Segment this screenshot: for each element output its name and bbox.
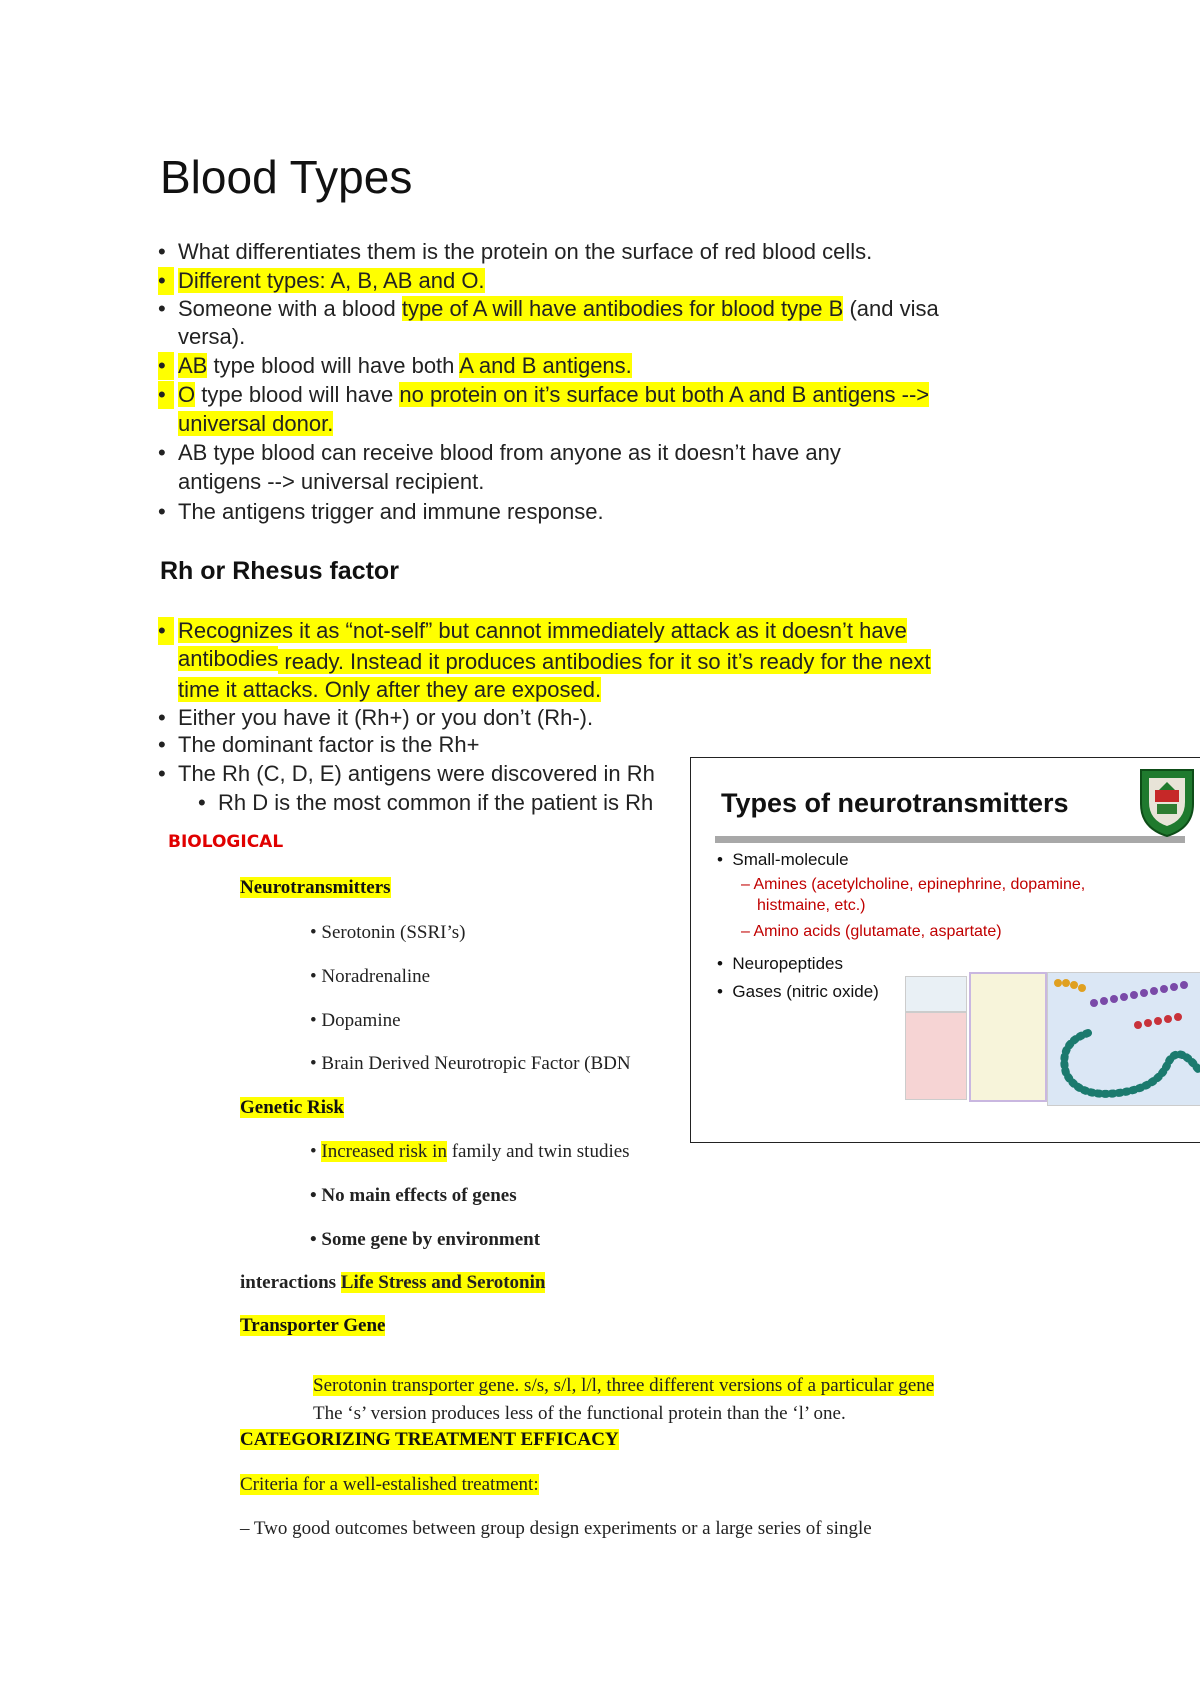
slide-title: Types of neurotransmitters: [721, 788, 1069, 818]
diagram-panel: [905, 1012, 967, 1100]
divider: [715, 836, 1185, 843]
page-title: Blood Types: [160, 151, 413, 203]
neurotransmitters-slide-image: [690, 757, 1200, 1143]
paragraph: Serotonin transporter gene. s/s, s/l, l/l, three different versions of a particular gene: [313, 1375, 935, 1396]
list-item: – Amines (acetylcholine, epinephrine, dopamine,: [741, 876, 1086, 893]
list-item: • Serotonin (SSRI’s): [310, 922, 466, 943]
list-item: – Amino acids (glutamate, aspartate): [741, 923, 1002, 940]
university-crest-icon: [1137, 764, 1197, 838]
diagram-panel: [905, 976, 967, 1012]
molecule-chain-illustration: [1048, 973, 1200, 1105]
genetic-risk-heading: Genetic Risk: [240, 1097, 344, 1118]
paragraph: – Two good outcomes between group design experiments or a large series of single: [240, 1518, 872, 1539]
biological-label: BIOLOGICAL: [168, 832, 284, 852]
list-item: • Neuropeptides: [717, 954, 843, 973]
list-item: • Small-molecule: [717, 850, 849, 869]
list-item: • Noradrenaline: [310, 966, 431, 987]
list-item: • No main effects of genes: [310, 1185, 517, 1206]
section-heading: Rh or Rhesus factor: [160, 557, 399, 585]
list-item: • Gases (nitric oxide): [717, 982, 879, 1001]
diagram-panel: [1047, 972, 1200, 1106]
list-item: • Dopamine: [310, 1010, 401, 1031]
neurotransmitters-heading: Neurotransmitters: [240, 877, 391, 898]
paragraph: The ‘s’ version produces less of the functional protein than the ‘l’ one.: [313, 1403, 846, 1424]
paragraph: Criteria for a well-estalished treatment:: [240, 1474, 539, 1495]
list-item: • Increased risk in family and twin studies: [310, 1141, 630, 1162]
list-item: • Some gene by environment: [310, 1229, 541, 1250]
list-item: • Brain Derived Neurotropic Factor (BDN: [310, 1053, 631, 1074]
paragraph: interactions Life Stress and Serotonin: [240, 1272, 546, 1293]
list-item-continuation: histmaine, etc.): [757, 897, 866, 914]
diagram-panel: [969, 972, 1047, 1102]
transporter-gene-heading: Transporter Gene: [240, 1315, 386, 1336]
categorizing-heading: CATEGORIZING TREATMENT EFFICACY: [240, 1429, 619, 1450]
